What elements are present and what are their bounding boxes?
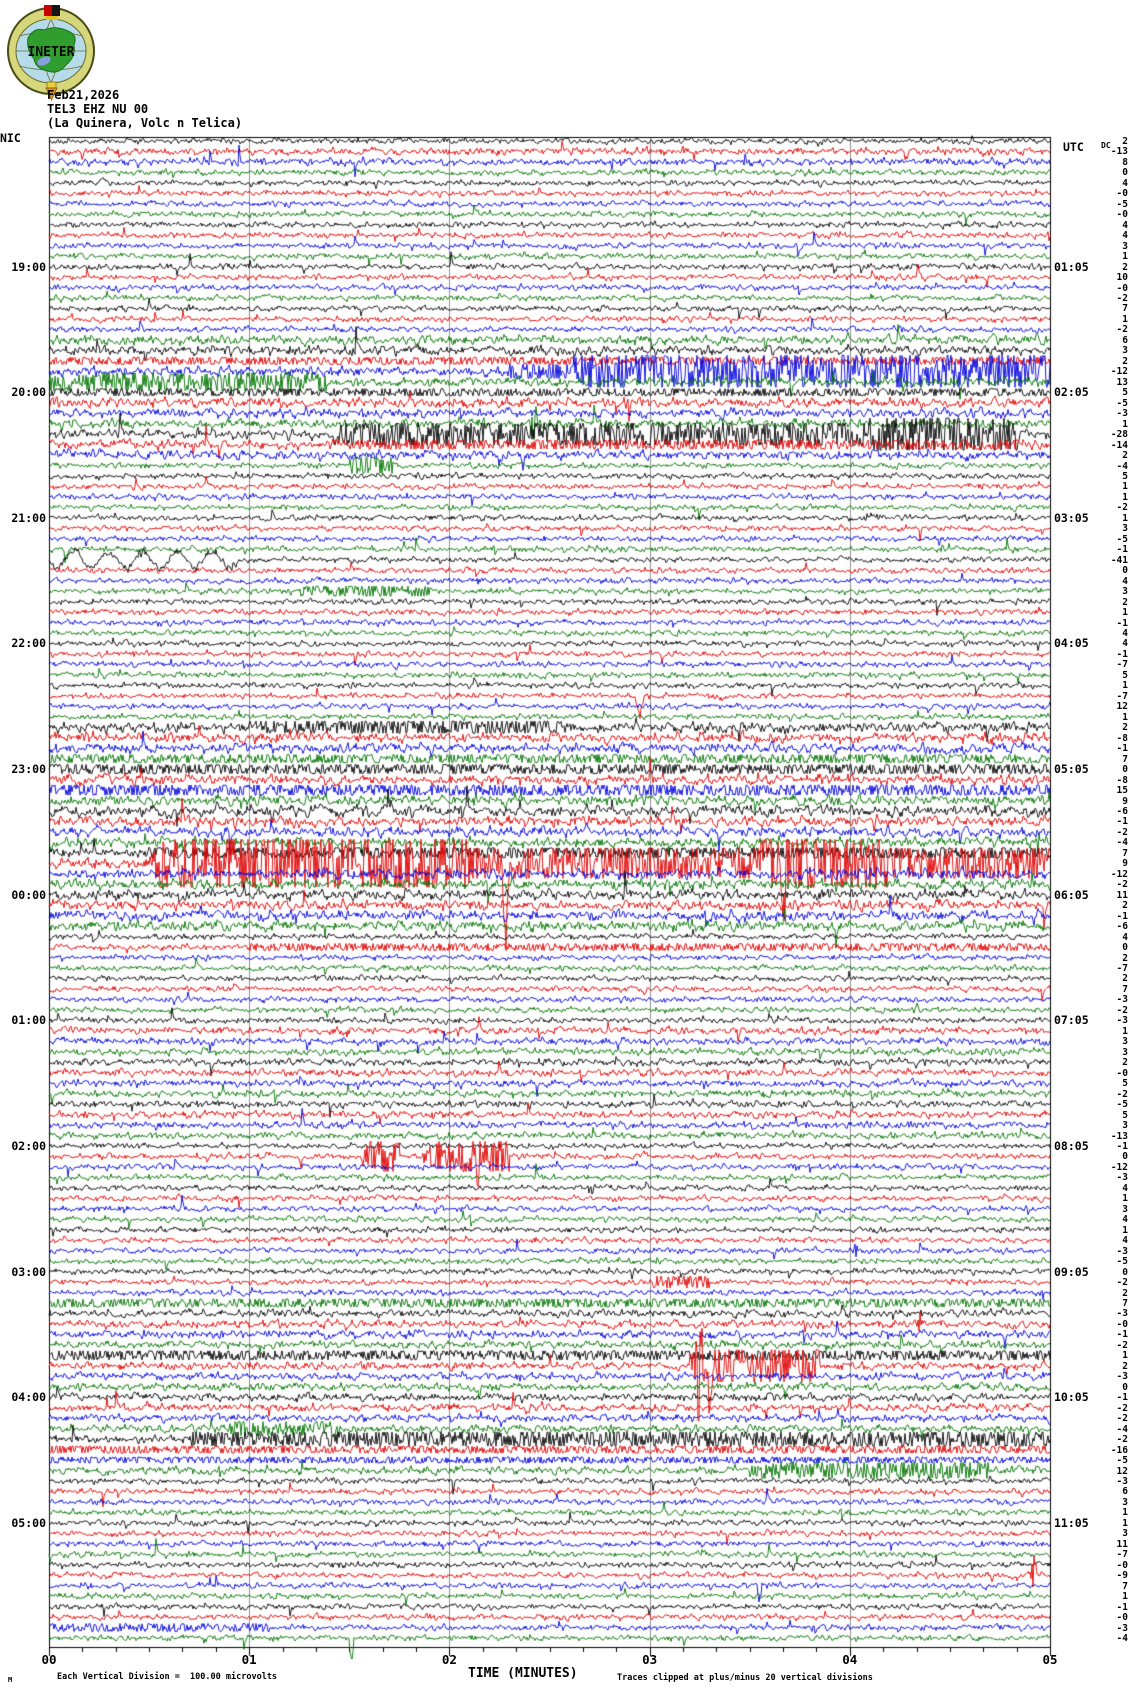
dc-offset-value: -5 (1116, 198, 1128, 210)
dc-offset-value: 8 (1122, 156, 1128, 168)
left-hour-label: 04:00 (11, 1390, 46, 1405)
dc-offset-value: 0 (1122, 1151, 1128, 1163)
dc-offset-value: 2 (1122, 261, 1128, 273)
right-hour-label: 06:05 (1054, 887, 1089, 902)
dc-offset-value: -1 (1116, 1140, 1128, 1152)
right-hour-label: 05:05 (1054, 762, 1089, 777)
dc-offset-value: 1 (1122, 1025, 1128, 1037)
dc-offset-value: 1 (1122, 711, 1128, 723)
footer-glyph: M (8, 1676, 13, 1684)
dc-offset-value: -28 (1110, 429, 1128, 441)
dc-offset-value: -1 (1116, 1329, 1128, 1341)
title-block (47, 88, 242, 130)
dc-offset-value: -7 (1116, 963, 1128, 974)
dc-offset-value: 5 (1122, 387, 1128, 399)
dc-offset-value: 1 (1122, 1350, 1128, 1362)
right-hour-label: 04:05 (1054, 636, 1089, 651)
dc-offset-value: 11 (1116, 1538, 1128, 1550)
ineter-logo-icon (6, 3, 98, 101)
dc-offset-value: 9 (1122, 795, 1128, 807)
dc-offset-value: 2 (1122, 1360, 1128, 1372)
dc-offset-value: -1 (1116, 617, 1128, 629)
dc-offset-value: 2 (1122, 952, 1128, 964)
dc-offset-value: 9 (1122, 858, 1128, 870)
dc-offset-value: -9 (1116, 1570, 1128, 1582)
dc-offset-value: 0 (1122, 1381, 1128, 1393)
dc-offset-value: 0 (1122, 167, 1128, 179)
dc-offset-value: -2 (1116, 1339, 1128, 1351)
dc-offset-value: -4 (1116, 837, 1128, 849)
dc-offset-value: -3 (1116, 1245, 1128, 1257)
dc-offset-value: 3 (1122, 1528, 1128, 1540)
dc-offset-value: 7 (1122, 983, 1128, 995)
dc-offset-value: -3 (1116, 1015, 1128, 1027)
dc-offset-value: 1 (1122, 251, 1128, 263)
dc-offset-value: -2 (1116, 502, 1128, 514)
dc-offset-value: -2 (1116, 879, 1128, 891)
x-axis-tick-label: 03 (642, 1652, 658, 1667)
x-axis-tick-label: 05 (1042, 1652, 1058, 1667)
dc-offset-value: -2 (1116, 1402, 1128, 1414)
dc-offset-value: -5 (1116, 533, 1128, 545)
left-hour-label: 19:00 (11, 259, 46, 274)
dc-offset-value: 1 (1122, 481, 1128, 493)
dc-offset-value: 2 (1122, 136, 1128, 147)
left-hour-label: 03:00 (11, 1264, 46, 1279)
dc-offset-value: -4 (1116, 1633, 1128, 1644)
dc-offset-value: 3 (1122, 1496, 1128, 1508)
title-location: (La Quinera, Volc n Telica) (47, 116, 243, 130)
right-timezone-label: UTC (1063, 140, 1084, 154)
dc-offset-value: -0 (1116, 209, 1128, 221)
dc-offset-value: -5 (1116, 1099, 1128, 1111)
dc-offset-value: -0 (1116, 1612, 1128, 1624)
x-axis-title: TIME (MINUTES) (468, 1666, 578, 1681)
dc-offset-value: 3 (1122, 523, 1128, 535)
dc-offset-value: 13 (1116, 376, 1128, 388)
dc-offset-value: 3 (1122, 1203, 1128, 1215)
left-hour-label: 23:00 (11, 762, 46, 777)
dc-offset-value: 4 (1122, 575, 1128, 587)
dc-offset-value: 15 (1116, 785, 1128, 797)
dc-offset-value: -3 (1116, 408, 1128, 420)
dc-offset-value: 1 (1122, 313, 1128, 325)
dc-offset-value: 4 (1122, 219, 1128, 231)
right-hour-label: 08:05 (1054, 1138, 1089, 1153)
dc-offset-value: -12 (1110, 366, 1128, 378)
dc-offset-value: 1 (1122, 1193, 1128, 1205)
dc-offset-value: 3 (1122, 240, 1128, 252)
right-hour-label: 01:05 (1054, 259, 1089, 274)
dc-offset-value: 5 (1122, 1078, 1128, 1090)
dc-offset-value: 1 (1122, 1517, 1128, 1529)
dc-offset-value: 1 (1122, 1591, 1128, 1603)
dc-offset-value: -4 (1116, 460, 1128, 472)
dc-offset-value: 2 (1122, 973, 1128, 985)
dc-offset-value: 4 (1122, 1214, 1128, 1226)
left-hour-label: 05:00 (11, 1515, 46, 1530)
dc-offset-value: -6 (1116, 805, 1128, 817)
dc-offset-value: 7 (1122, 753, 1128, 765)
title-station: TEL3 EHZ NU 00 (47, 102, 149, 116)
dc-offset-value: 7 (1122, 1298, 1128, 1309)
dc-offset-value: -1 (1116, 816, 1128, 828)
dc-offset-value: -3 (1116, 1172, 1128, 1184)
dc-offset-value: -3 (1116, 1622, 1128, 1634)
dc-offset-value: -41 (1110, 554, 1128, 566)
dc-offset-value: 5 (1122, 1109, 1128, 1121)
dc-offset-value: -12 (1110, 868, 1128, 880)
left-hour-label: 20:00 (11, 385, 46, 400)
dc-offset-value: 0 (1122, 1266, 1128, 1278)
dc-offset-value: 0 (1122, 942, 1128, 954)
dc-offset-value: -14 (1110, 439, 1128, 451)
dc-offset-value: 1 (1122, 607, 1128, 619)
dc-offset-value: 7 (1122, 847, 1128, 859)
dc-offset-value: -8 (1116, 732, 1128, 744)
dc-offset-value: -7 (1116, 1549, 1128, 1561)
dc-offset-value: -3 (1116, 994, 1128, 1006)
dc-offset-value: 4 (1122, 177, 1128, 189)
dc-offset-value: -2 (1116, 1004, 1128, 1016)
dc-offset-value: -8 (1116, 774, 1128, 786)
dc-offset-value: 4 (1122, 931, 1128, 943)
footer-clip-note: Traces clipped at plus/minus 20 vertical divisions (617, 1673, 873, 1683)
dc-offset-value: -4 (1116, 1423, 1128, 1435)
dc-offset-value: -5 (1116, 1256, 1128, 1268)
dc-offset-value: -3 (1116, 1475, 1128, 1487)
dc-offset-value: -2 (1116, 1088, 1128, 1100)
dc-offset-value: 1 (1122, 491, 1128, 503)
dc-offset-value: 2 (1122, 355, 1128, 367)
right-hour-label: 09:05 (1054, 1264, 1089, 1279)
dc-offset-value: 1 (1122, 1224, 1128, 1236)
dc-offset-value: -13 (1110, 146, 1128, 158)
dc-offset-value: -1 (1116, 743, 1128, 755)
dc-offset-value: 4 (1122, 1235, 1128, 1247)
right-hour-label: 10:05 (1054, 1390, 1089, 1405)
dc-offset-value: 0 (1122, 565, 1128, 577)
dc-offset-value: 12 (1116, 1465, 1128, 1477)
dc-offset-value: -1 (1116, 544, 1128, 556)
right-hour-label: 07:05 (1054, 1013, 1089, 1028)
dc-offset-value: 7 (1122, 303, 1128, 315)
dc-offset-value: 1 (1122, 1507, 1128, 1519)
dc-offset-value: -1 (1116, 648, 1128, 660)
left-hour-label: 02:00 (11, 1138, 46, 1153)
dc-offset-value: 3 (1122, 1120, 1128, 1132)
dc-offset-value: 3 (1122, 586, 1128, 598)
left-hour-label: 00:00 (11, 887, 46, 902)
dc-offset-value: -13 (1110, 1130, 1128, 1142)
dc-offset-value: 4 (1122, 638, 1128, 650)
dc-offset-value: 2 (1122, 900, 1128, 912)
right-hour-label: 11:05 (1054, 1515, 1089, 1530)
dc-offset-value: 3 (1122, 345, 1128, 357)
dc-offset-value: -2 (1116, 1413, 1128, 1425)
dc-offset-value: -7 (1116, 659, 1128, 671)
dc-offset-value: 2 (1122, 450, 1128, 462)
dc-offset-value: -3 (1116, 1308, 1128, 1320)
dc-offset-value: -0 (1116, 188, 1128, 200)
dc-offset-value: 1 (1122, 680, 1128, 692)
dc-offset-value: 2 (1122, 1287, 1128, 1299)
dc-offset-value: 2 (1122, 596, 1128, 608)
dc-offset-value: 6 (1122, 334, 1128, 346)
dc-offset-value: -0 (1116, 1318, 1128, 1330)
dc-offset-value: 4 (1122, 628, 1128, 640)
dc-offset-value: 1 (1122, 418, 1128, 430)
dc-column-header: DC (1101, 141, 1111, 150)
dc-offset-value: 2 (1122, 1057, 1128, 1069)
dc-offset-value: -12 (1110, 1161, 1128, 1173)
x-axis-tick-label: 02 (441, 1652, 457, 1667)
left-hour-label: 22:00 (11, 636, 46, 651)
dc-offset-value: -1 (1116, 910, 1128, 922)
dc-offset-value: -6 (1116, 921, 1128, 933)
dc-offset-value: 4 (1122, 1182, 1128, 1194)
dc-offset-value: -2 (1116, 1277, 1128, 1289)
dc-offset-value: -2 (1116, 324, 1128, 336)
dc-offset-value: 6 (1122, 1486, 1128, 1498)
dc-offset-value: 5 (1122, 470, 1128, 482)
dc-offset-value: 3 (1122, 1046, 1128, 1058)
dc-offset-value: 1 (1122, 512, 1128, 524)
dc-offset-value: -7 (1116, 690, 1128, 702)
dc-offset-value: 11 (1116, 889, 1128, 901)
x-axis-tick-label: 00 (41, 1652, 57, 1667)
dc-offset-value: 2 (1122, 722, 1128, 734)
dc-offset-value: -1 (1116, 1392, 1128, 1404)
dc-offset-value: -1 (1116, 1601, 1128, 1613)
left-timezone-label: NIC (0, 131, 21, 145)
dc-offset-value: -3 (1116, 1371, 1128, 1383)
dc-offset-value: 4 (1122, 230, 1128, 242)
dc-offset-value: 12 (1116, 701, 1128, 713)
dc-offset-value: -0 (1116, 1559, 1128, 1571)
dc-offset-value: 7 (1122, 1580, 1128, 1592)
dc-offset-value: -5 (1116, 1455, 1128, 1467)
dc-offset-value: 10 (1116, 272, 1128, 284)
dc-offset-value: 5 (1122, 669, 1128, 681)
title-date: Feb21,2026 (47, 88, 120, 102)
footer-scale-note: Each Vertical Division = 100.00 microvolts (57, 1672, 278, 1682)
dc-offset-value: -0 (1116, 1067, 1128, 1079)
svg-text:INETER: INETER (27, 45, 75, 60)
dc-offset-value: -2 (1116, 826, 1128, 838)
left-hour-label: 01:00 (11, 1013, 46, 1028)
right-hour-label: 03:05 (1054, 510, 1089, 525)
dc-offset-value: 3 (1122, 1036, 1128, 1048)
dc-offset-value: -2 (1116, 293, 1128, 305)
dc-offset-value: 0 (1122, 764, 1128, 776)
x-axis-tick-label: 01 (241, 1652, 257, 1667)
left-hour-label: 21:00 (11, 510, 46, 525)
dc-offset-value: -0 (1116, 282, 1128, 294)
x-axis-tick-label: 04 (842, 1652, 858, 1667)
right-hour-label: 02:05 (1054, 385, 1089, 400)
dc-offset-value: -2 (1116, 1434, 1128, 1446)
dc-offset-value: -5 (1116, 397, 1128, 409)
dc-offset-value: -16 (1110, 1444, 1128, 1456)
